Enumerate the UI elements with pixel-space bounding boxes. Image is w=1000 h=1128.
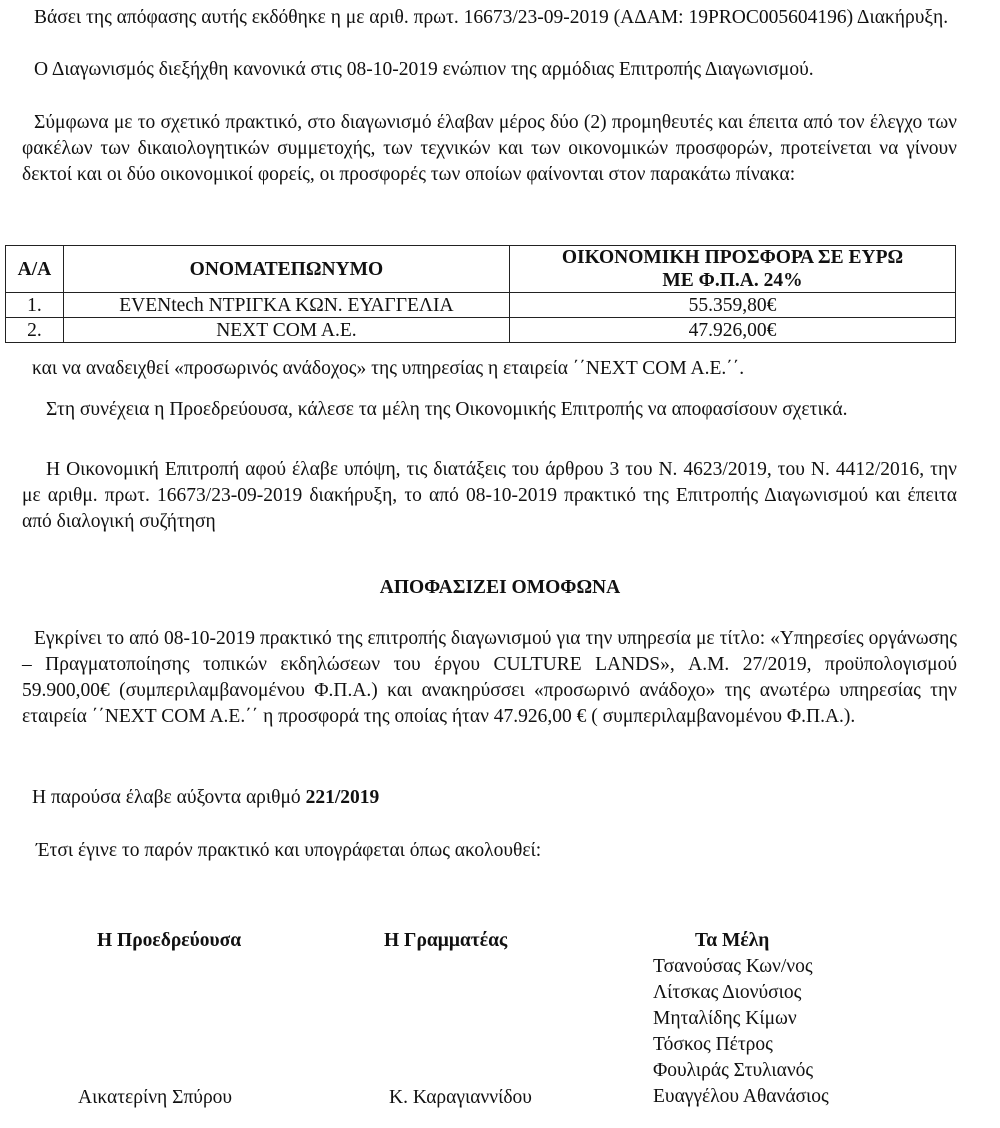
- decision-title: ΑΠΟΦΑΣΙΖΕΙ ΟΜΟΦΩΝΑ: [379, 577, 621, 598]
- member-name: Φουλιράς Στυλιανός: [653, 1060, 814, 1081]
- paragraph-tender-conducted: Ο Διαγωνισμός διεξήχθη κανονικά στις 08-10-2019 ενώπιον της αρμόδιας Επιτροπής Διαγωνισμού.: [34, 59, 814, 80]
- chair-name: Αικατερίνη Σπύρου: [78, 1087, 233, 1108]
- member-name: Τσανούσας Κων/νος: [653, 956, 813, 977]
- secretary-name: Κ. Καραγιαννίδου: [389, 1087, 532, 1108]
- header-aa: Α/Α: [6, 246, 64, 293]
- serial-number-line: [32, 785, 379, 811]
- cell-offer: 47.926,00€: [510, 318, 956, 343]
- member-name: Λίτσκας Διονύσιος: [653, 982, 802, 1003]
- cell-aa: 1.: [6, 293, 64, 318]
- member-name: Ευαγγέλου Αθανάσιος: [653, 1086, 829, 1107]
- members-title: Τα Μέλη: [695, 930, 770, 951]
- secretary-title: Η Γραμματέας: [384, 930, 508, 951]
- serial-number: 221/2019: [305, 787, 380, 808]
- offers-table-header-row: [6, 246, 956, 293]
- cell-aa: 2.: [6, 318, 64, 343]
- paragraph-decision: Εγκρίνει το από 08-10-2019 πρακτικό της επιτροπής διαγωνισμού για την υπηρεσία με τίτλο: «Υπηρεσίες οργάνωσης – Πραγματοποίησης τοπικών εκδηλώσεων του έργου CULTURE LANDS», Α.Μ. 27/2019, προϋπολογισμού 59.900,00€ (συμπεριλαμβανομένου Φ.Π.Α.) και ανακηρύσσει «προσωρινό ανάδοχο» της ανωτέρω υπηρεσίας την εταιρεία ΄΄NEXT COM A.E.΄΄ η προσφορά της οποίας ήταν 47.926,00 € ( συμπεριλαμβανομένου Φ.Π.Α.).: [22, 628, 957, 727]
- table-row: [6, 318, 956, 343]
- cell-name: NEXT COM A.E.: [63, 318, 509, 343]
- table-row: [6, 293, 956, 318]
- paragraph-minutes-summary: Σύμφωνα με το σχετικό πρακτικό, στο διαγωνισμό έλαβαν μέρος δύο (2) προμηθευτές και έπειτα από τον έλεγχο των φακέλων των δικαιολογητικών συμμετοχής, των τεχνικών και των οικονομικών προσφορών, προτείνεται να γίνουν δεκτοί και οι δύο οικονομικοί φορείς, οι προσφορές των οποίων φαίνονται στον παρακάτω πίνακα:: [22, 112, 957, 185]
- cell-name: EVENtech ΝΤΡΙΓΚΑ ΚΩΝ. ΕΥΑΓΓΕΛΙΑ: [63, 293, 509, 318]
- paragraph-committee-considerations: Η Οικονομική Επιτροπή αφού έλαβε υπόψη, τις διατάξεις του άρθρου 3 του Ν. 4623/2019, του Ν. 4412/2016, την με αριθμ. πρωτ. 16673/23-09-2019 διακήρυξη, το από 08-10-2019 πρακτικό της Επιτροπής Διαγωνισμού και έπειτα από διαλογική συζήτηση: [22, 459, 957, 532]
- header-offer-line1: ΟΙΚΟΝΟΜΙΚΗ ΠΡΟΣΦΟΡΑ ΣΕ ΕΥΡΩ: [561, 247, 904, 268]
- member-name: Τόσκος Πέτρος: [653, 1034, 773, 1055]
- members-list: [653, 954, 829, 1110]
- serial-prefix: Η παρούσα έλαβε αύξοντα αριθμό: [32, 787, 306, 808]
- header-offer: [510, 246, 956, 293]
- member-name: Μηταλίδης Κίμων: [653, 1008, 797, 1029]
- paragraph-chair-invites: Στη συνέχεια η Προεδρεύουσα, κάλεσε τα μέλη της Οικονομικής Επιτροπής να αποφασίσουν σχετικά.: [46, 399, 848, 420]
- chair-title: Η Προεδρεύουσα: [97, 930, 242, 951]
- header-offer-line2: ΜΕ Φ.Π.Α. 24%: [662, 270, 803, 291]
- paragraph-proclamation: Βάσει της απόφασης αυτής εκδόθηκε η με αριθ. πρωτ. 16673/23-09-2019 (ΑΔΑΜ: 19PROC005604196) Διακήρυξη.: [34, 7, 949, 28]
- signed-as-line: Έτσι έγινε το παρόν πρακτικό και υπογράφεται όπως ακολουθεί:: [36, 840, 542, 861]
- header-name: ΟΝΟΜΑΤΕΠΩΝΥΜΟ: [63, 246, 509, 293]
- paragraph-provisional-contractor: και να αναδειχθεί «προσωρινός ανάδοχος» της υπηρεσίας η εταιρεία ΄΄NEXT COM A.E.΄΄.: [32, 358, 745, 379]
- cell-offer: 55.359,80€: [510, 293, 956, 318]
- offers-table: [5, 245, 956, 343]
